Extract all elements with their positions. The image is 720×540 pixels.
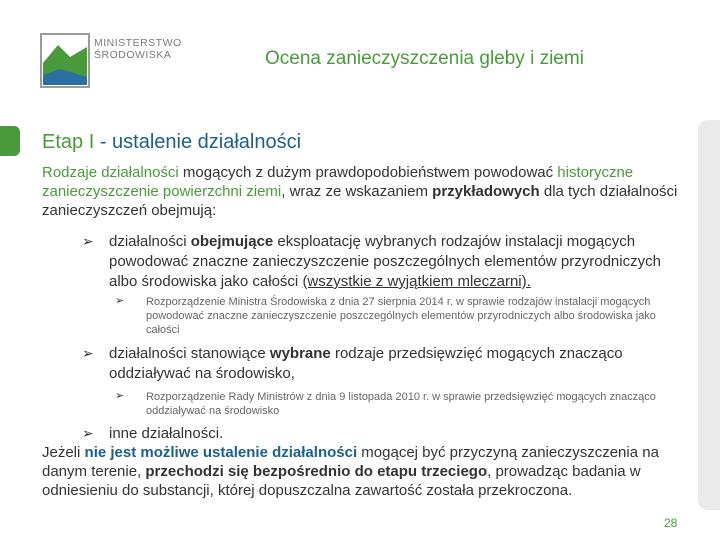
ministry-emblem-icon xyxy=(40,33,90,88)
logo-text xyxy=(94,37,182,61)
intro-text-2: mogących z dużym prawdopodobieństwem powodować xyxy=(178,164,558,181)
sub-item-2: Rozporządzenie Rady Ministrów z dnia 9 listopada 2010 r. w sprawie przedsięwzięć mogących znacząco oddziaływać na środowisko xyxy=(146,391,656,417)
arrowhead-bullet-icon: ➢ xyxy=(82,233,94,249)
arrowhead-bullet-icon: ➢ xyxy=(82,425,94,441)
page-number: 28 xyxy=(664,516,678,530)
arrowhead-bullet-icon: ➢ xyxy=(115,390,125,402)
final-text-3: mogącej być przyczyną zanieczyszczenia na danym terenie, xyxy=(42,444,659,480)
intro-text-3: historyczne zanieczyszczenie powierzchni ziemi xyxy=(42,164,634,200)
bullet-1-text-d: (wszystkie z wyjątkiem mleczarni). xyxy=(302,273,531,290)
intro-text-4: , wraz ze wskazaniem xyxy=(281,183,433,200)
section-title-rest: - ustalenie działalności xyxy=(94,131,302,153)
bullet-2-text-c: rodzaje przedsięwzięć mogących znacząco oddziaływać na środowisko, xyxy=(109,345,623,382)
intro-text-1: Rodzaje działalności xyxy=(42,164,179,181)
intro-text-5: przykładowych xyxy=(432,183,540,200)
bullet-2-text-b: wybrane xyxy=(269,345,331,362)
intro-text-6: dla tych działalności zanieczyszczeń obejmują: xyxy=(42,183,678,219)
bullet-1-text-c: eksploatację wybranych rodzajów instalacji mogących powodować znaczne zanieczyszczenie poszczególnych elementów przyrodniczych albo środowiska jako całości xyxy=(109,233,661,290)
final-text-1: Jeżeli xyxy=(42,444,85,461)
final-text-5: , prowadząc badania w odniesieniu do substancji, której dopuszczalna zawartość została przekroczona. xyxy=(42,463,641,499)
left-accent-tab xyxy=(0,126,20,156)
arrowhead-bullet-icon: ➢ xyxy=(82,345,94,361)
section-title xyxy=(42,131,301,154)
bullet-item-1 xyxy=(109,232,674,292)
slide-header-title: Ocena zanieczyszczenia gleby i ziemi xyxy=(265,48,584,69)
bullet-1-text-a: działalności xyxy=(109,233,191,250)
bullet-item-3: inne działalności. xyxy=(109,425,224,442)
bullet-1-text-b: obejmujące xyxy=(190,233,274,250)
sub-item-1: Rozporządzenie Ministra Środowiska z dnia 27 sierpnia 2014 r. w sprawie rodzajów instalacji mogących powodować znaczne zanieczyszczenie poszczególnych elementów przyrodniczych albo środowiska jako całości xyxy=(146,296,656,336)
final-paragraph xyxy=(42,443,682,500)
logo-line-1: MINISTERSTWO xyxy=(94,37,182,49)
bullet-item-2 xyxy=(109,344,674,384)
section-title-stage: Etap I xyxy=(42,131,95,153)
final-text-4: przechodzi się bezpośrednio do etapu trzeciego xyxy=(145,463,488,480)
logo-line-2: ŚRODOWISKA xyxy=(94,49,172,61)
final-text-2: nie jest możliwe ustalenie działalności xyxy=(84,444,358,461)
bullet-2-text-a: działalności stanowiące xyxy=(109,345,270,362)
ministry-logo xyxy=(40,33,200,88)
intro-paragraph xyxy=(42,163,682,220)
arrowhead-bullet-icon: ➢ xyxy=(115,295,125,307)
right-accent-bar xyxy=(698,120,720,510)
